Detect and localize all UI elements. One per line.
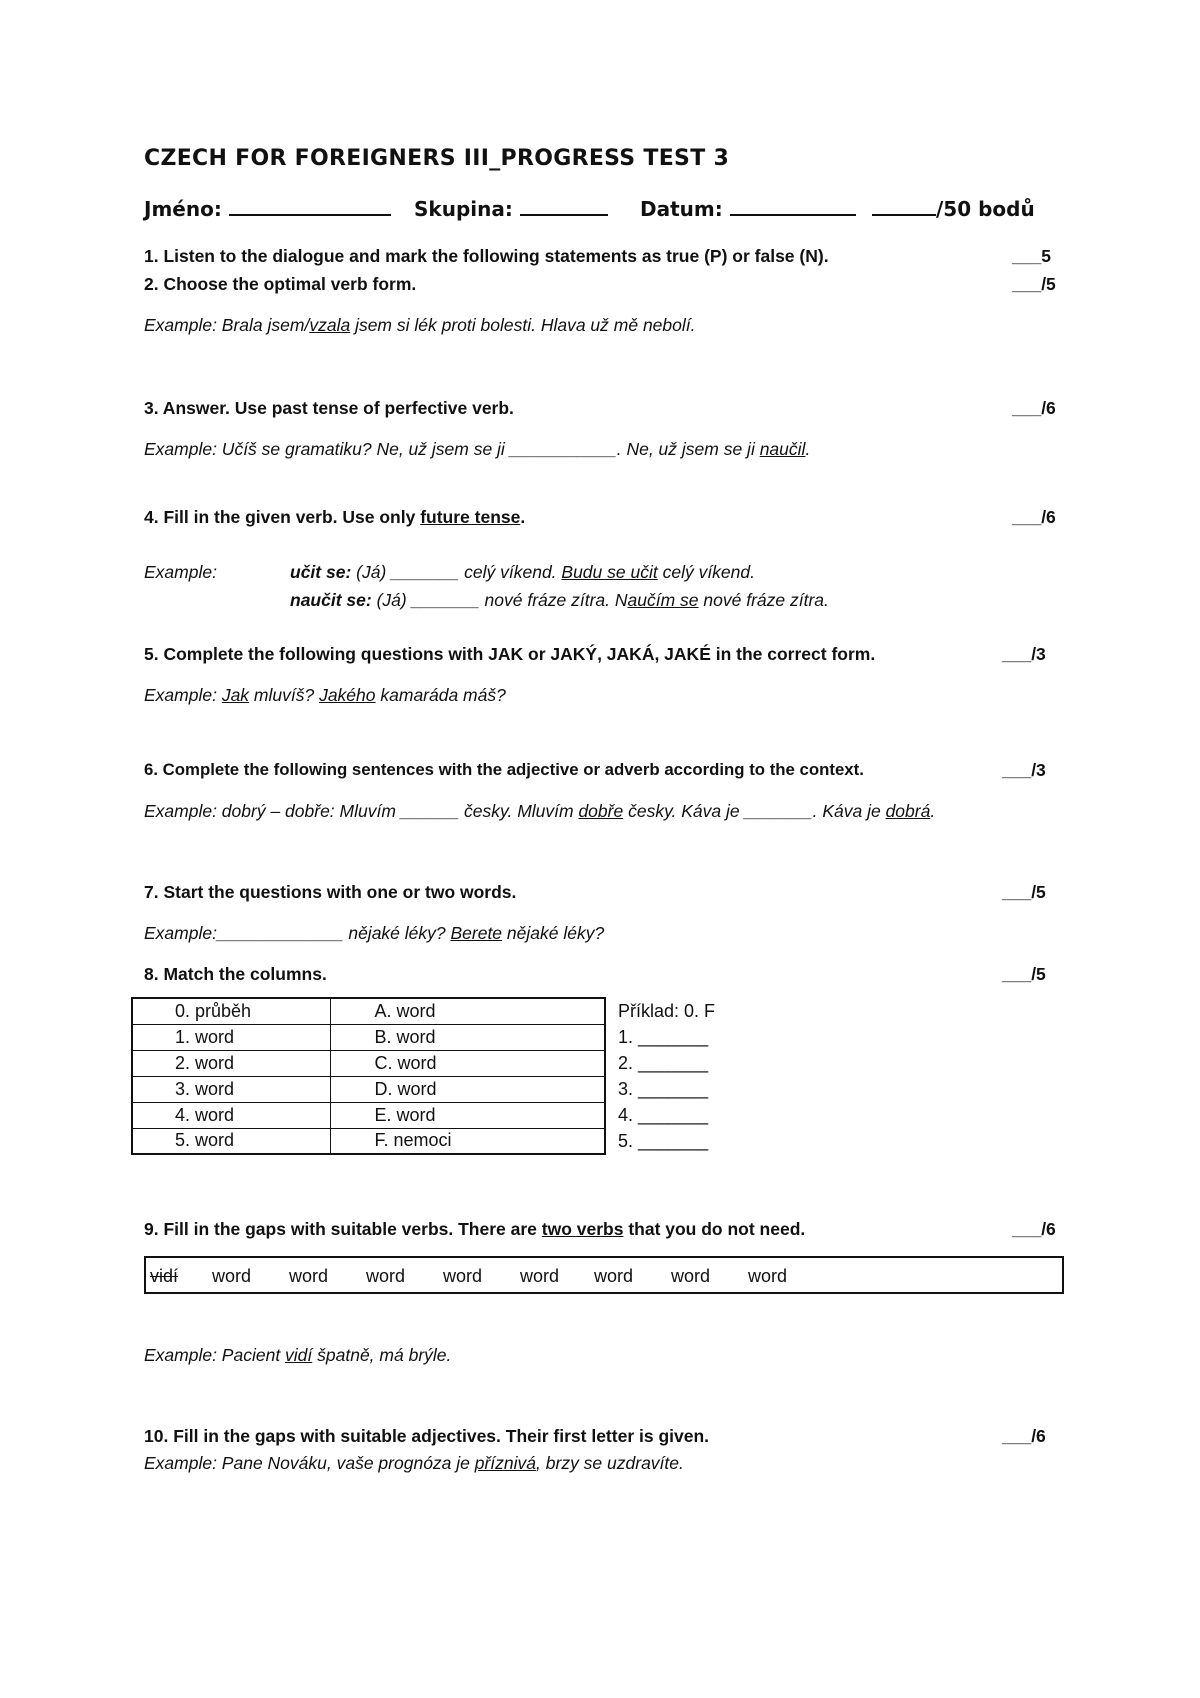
right-column-cell: D. word	[330, 1076, 605, 1102]
task-7-points: ___/5	[1002, 882, 1046, 902]
example-text: mluvíš?	[249, 685, 320, 705]
heading-text: that you do not need.	[623, 1219, 806, 1239]
example-answer: Berete	[450, 923, 503, 943]
group-field	[414, 196, 608, 221]
answer-line: 5. _______	[605, 1128, 758, 1154]
date-label: Datum:	[640, 197, 723, 221]
table-row	[132, 1024, 758, 1050]
right-column-cell: A. word	[330, 998, 605, 1024]
answer-line: 3. _______	[605, 1076, 758, 1102]
example-text: nové fráze zítra.	[698, 590, 829, 610]
date-blank	[730, 196, 856, 216]
task-4-example-line-1	[290, 562, 755, 583]
example-text: Example: Brala jsem/	[144, 315, 310, 335]
group-blank	[520, 196, 608, 216]
example-answer: vzala	[309, 315, 351, 335]
task-5-points: ___/3	[1002, 644, 1046, 664]
example-text: Example: Učíš se gramatiku? Ne, už jsem se ji ___________. Ne, už jsem se ji	[144, 439, 760, 459]
task-4-heading	[144, 507, 525, 528]
right-column-cell: F. nemoci	[330, 1128, 605, 1154]
task-9-points: ___/6	[1012, 1219, 1056, 1239]
task-8-points: ___/5	[1002, 964, 1046, 984]
example-answer: aučím se	[627, 590, 699, 610]
table-row	[132, 1050, 758, 1076]
task-2-points: ___/5	[1012, 274, 1056, 294]
points-blank	[872, 196, 936, 216]
word-bank-item: word	[520, 1266, 560, 1286]
name-blank	[229, 196, 391, 216]
example-text: Example: dobrý – dobře: Mluvím ______ česky. Mluvím	[144, 801, 579, 821]
answer-line: 4. _______	[605, 1102, 758, 1128]
task-9-example	[144, 1345, 451, 1366]
page-title: CZECH FOR FOREIGNERS III_PROGRESS TEST 3	[144, 146, 730, 171]
example-text: nějaké léky?	[502, 923, 605, 943]
example-text: (Já) _______ celý víkend.	[351, 562, 562, 582]
example-answer: naučil	[759, 439, 806, 459]
example-text: kamaráda máš?	[375, 685, 506, 705]
example-text: Example: Pane Nováku, vaše prognóza je	[144, 1453, 475, 1473]
task-9-heading	[144, 1219, 805, 1240]
task-3-points: ___/6	[1012, 398, 1056, 418]
example-answer: příznivá	[474, 1453, 537, 1473]
right-column-cell: C. word	[330, 1050, 605, 1076]
right-column-cell: E. word	[330, 1102, 605, 1128]
word-bank-item: word	[443, 1266, 483, 1286]
task-8-heading: 8. Match the columns.	[144, 964, 327, 984]
task-7-heading: 7. Start the questions with one or two words.	[144, 882, 517, 902]
name-label: Jméno:	[144, 197, 222, 221]
task-4-points: ___/6	[1012, 507, 1056, 527]
right-column-cell: B. word	[330, 1024, 605, 1050]
task-4-example-line-2	[290, 590, 829, 611]
heading-text: 9. Fill in the gaps with suitable verbs. There are	[144, 1219, 542, 1239]
example-text: .	[805, 439, 811, 459]
task-10-example	[144, 1453, 684, 1474]
word-bank-item-struck: vidí	[150, 1266, 179, 1286]
table-row	[132, 1102, 758, 1128]
example-text: , brzy se uzdravíte.	[536, 1453, 684, 1473]
task-3-example	[144, 439, 810, 460]
table-row	[132, 998, 758, 1024]
verb-label: naučit se:	[290, 590, 372, 610]
left-column-cell: 2. word	[132, 1050, 330, 1076]
example-text: (Já) _______ nové fráze zítra. N	[371, 590, 628, 610]
answer-line: 1. _______	[605, 1024, 758, 1050]
example-text: česky. Káva je _______. Káva je	[623, 801, 886, 821]
name-field	[144, 196, 391, 221]
task-1-points: ___5	[1012, 246, 1051, 266]
answer-line: Příklad: 0. F	[605, 998, 758, 1024]
task-4-example-label: Example:	[144, 562, 217, 582]
heading-underline: future tense	[420, 507, 521, 527]
left-column-cell: 3. word	[132, 1076, 330, 1102]
task-6-points: ___/3	[1002, 760, 1046, 780]
example-text: jsem si lék proti bolesti. Hlava už mě nebolí.	[350, 315, 696, 335]
task-7-example	[144, 923, 604, 944]
task-3-heading: 3. Answer. Use past tense of perfective verb.	[144, 398, 514, 418]
word-bank-item: word	[212, 1266, 252, 1286]
points-total-label: /50 bodů	[936, 197, 1035, 221]
example-answer: Jak	[221, 685, 250, 705]
example-text: celý víkend.	[657, 562, 755, 582]
verb-label: učit se:	[290, 562, 352, 582]
left-column-cell: 4. word	[132, 1102, 330, 1128]
task-1-heading: 1. Listen to the dialogue and mark the following statements as true (P) or false (N).	[144, 246, 829, 266]
left-column-cell: 0. průběh	[132, 998, 330, 1024]
task-5-heading: 5. Complete the following questions with JAK or JAKÝ, JAKÁ, JAKÉ in the correct form.	[144, 644, 876, 664]
example-answer: Jakého	[319, 685, 376, 705]
word-bank-item: word	[366, 1266, 406, 1286]
example-text: Example: Pacient	[144, 1345, 286, 1365]
example-answer: Budu se učit	[561, 562, 658, 582]
word-bank-item: word	[594, 1266, 634, 1286]
task-6-example	[144, 801, 935, 822]
heading-underline: two verbs	[541, 1219, 624, 1239]
table-row	[132, 1076, 758, 1102]
heading-text: .	[520, 507, 526, 527]
task-2-heading: 2. Choose the optimal verb form.	[144, 274, 417, 294]
example-text: špatně, má brýle.	[312, 1345, 452, 1365]
heading-text: 4. Fill in the given verb. Use only	[144, 507, 421, 527]
task-5-example	[144, 685, 506, 706]
left-column-cell: 5. word	[132, 1128, 330, 1154]
example-text: Example:_____________ nějaké léky?	[144, 923, 451, 943]
task-10-points: ___/6	[1002, 1426, 1046, 1446]
task-2-example	[144, 315, 696, 336]
word-bank-item: word	[748, 1266, 788, 1286]
answer-line: 2. _______	[605, 1050, 758, 1076]
left-column-cell: 1. word	[132, 1024, 330, 1050]
example-answer: dobře	[578, 801, 624, 821]
group-label: Skupina:	[414, 197, 513, 221]
example-text: Example:	[144, 685, 222, 705]
word-bank	[144, 1256, 1064, 1294]
table-row	[132, 1128, 758, 1154]
task-10-heading: 10. Fill in the gaps with suitable adjectives. Their first letter is given.	[144, 1426, 710, 1446]
points-total	[872, 196, 1035, 221]
task-6-heading: 6. Complete the following sentences with the adjective or adverb according to the context.	[144, 760, 864, 779]
word-bank-item: word	[671, 1266, 711, 1286]
match-table	[131, 997, 758, 1155]
date-field	[640, 196, 856, 221]
example-text: .	[930, 801, 936, 821]
example-answer: vidí	[285, 1345, 313, 1365]
example-answer: dobrá	[885, 801, 931, 821]
word-bank-item: word	[289, 1266, 329, 1286]
